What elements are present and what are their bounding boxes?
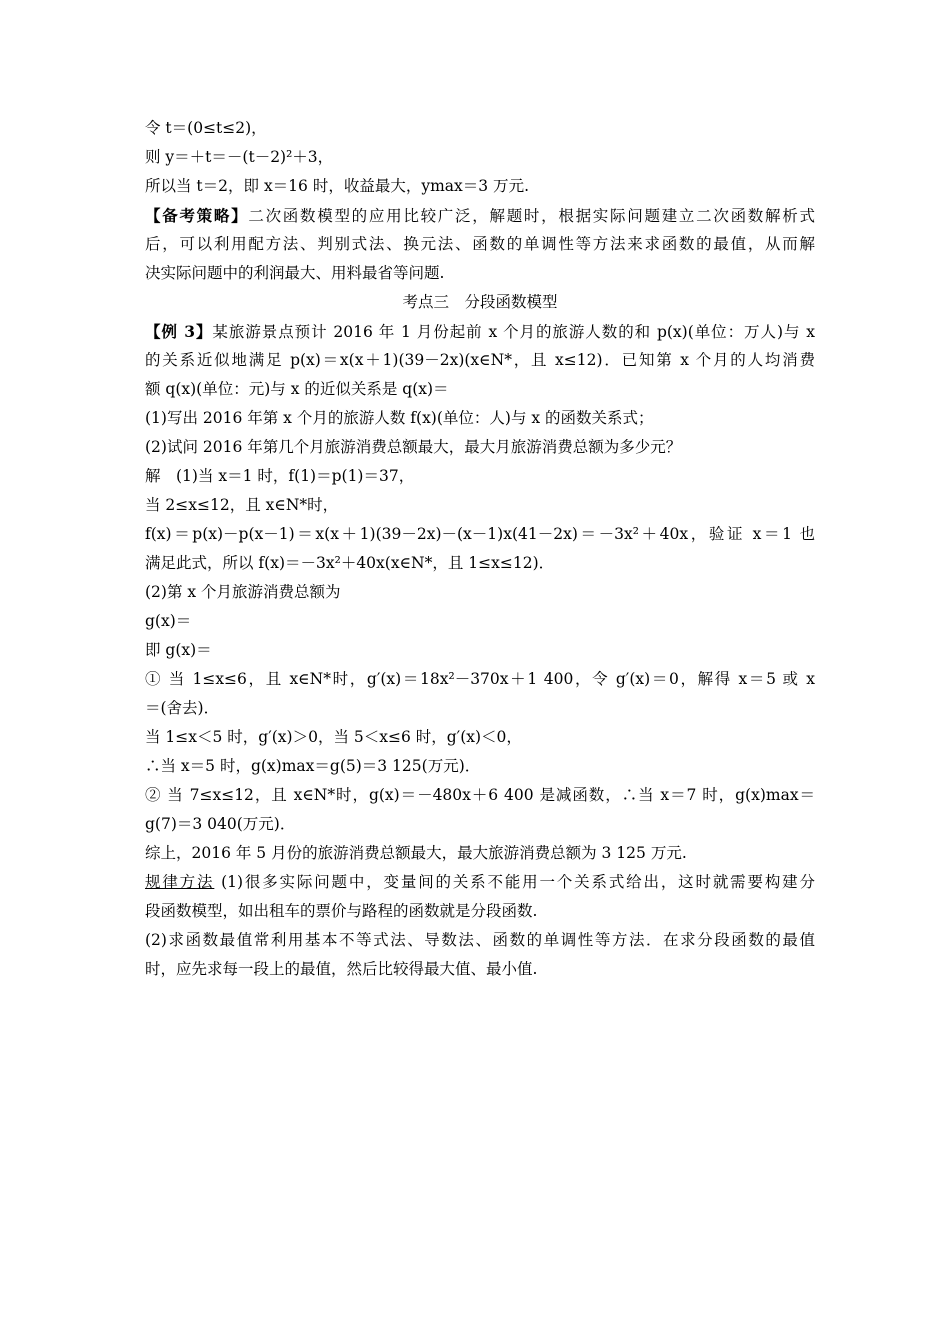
text-line: (2)求函数最值常利用基本不等式法、导数法、函数的单调性等方法．在求分段函数的最值: [145, 931, 815, 949]
text-line: (2)试问 2016 年第几个月旅游消费总额最大，最大月旅游消费总额为多少元？: [145, 438, 682, 456]
document-page: [145, 114, 815, 984]
text-line: 满足此式，所以 f(x)＝－3x²＋40x(x∈N*，且 1≤x≤12)．: [145, 554, 555, 572]
text-line: g(x)＝: [145, 612, 192, 630]
text-line: (1)写出 2016 年第 x 个月的旅游人数 f(x)(单位：人)与 x 的函数关系式；: [145, 409, 654, 427]
text-line: 额 q(x)(单位：元)与 x 的近似关系是 q(x)＝: [145, 380, 449, 398]
text-line: g(7)＝3 040(万元)．: [145, 815, 296, 833]
example-paragraph: [145, 317, 815, 346]
section-heading: 考点三 分段函数模型: [402, 293, 558, 311]
text-line: ② 当 7≤x≤12，且 x∈N*时，g(x)＝－480x＋6 400 是减函数，∴当 x＝7 时，g(x)max＝: [145, 786, 815, 804]
strategy-paragraph: [145, 201, 815, 230]
text-line: 后，可以利用配方法、判别式法、换元法、函数的单调性等方法来求函数的最值，从而解: [145, 235, 815, 253]
text-line: ∴当 x＝5 时，g(x)max＝g(5)＝3 125(万元)．: [145, 757, 481, 775]
text-line: 即 g(x)＝: [145, 641, 212, 659]
method-label: 规律方法: [145, 873, 215, 891]
text-line: 令 t＝(0≤t≤2)，: [145, 119, 267, 137]
text-line: 二次函数模型的应用比较广泛，解题时，根据实际问题建立二次函数解析式: [248, 207, 815, 225]
text-line: 当 1≤x＜5 时，g′(x)＞0，当 5＜x≤6 时，g′(x)＜0，: [145, 728, 522, 746]
text-line: f(x)＝p(x)－p(x－1)＝x(x＋1)(39－2x)－(x－1)x(41－2x)＝－3x²＋40x，验证 x＝1 也: [145, 525, 815, 543]
text-line: 综上，2016 年 5 月份的旅游消费总额最大，最大旅游消费总额为 3 125 万元.: [145, 844, 687, 862]
text-line: (1)很多实际问题中，变量间的关系不能用一个关系式给出，这时就需要构建分: [221, 873, 815, 891]
text-line: 则 y＝＋t＝－(t－2)²＋3，: [145, 148, 334, 166]
text-line: 当 2≤x≤12，且 x∈N*时，: [145, 496, 339, 514]
text-line: ① 当 1≤x≤6，且 x∈N*时，g′(x)＝18x²－370x＋1 400，令 g′(x)＝0，解得 x＝5 或 x: [145, 670, 815, 688]
text-line: 决实际问题中的利润最大、用料最省等问题.: [145, 264, 445, 282]
text-line: 的关系近似地满足 p(x)＝x(x＋1)(39－2x)(x∈N*，且 x≤12)．已知第 x 个月的人均消费: [145, 351, 815, 369]
text-line: ＝(舍去)．: [145, 699, 220, 717]
text-line: 所以当 t＝2，即 x＝16 时，收益最大，ymax＝3 万元.: [145, 177, 529, 195]
strategy-label: 【备考策略】: [145, 206, 249, 225]
text-line: (2)第 x 个月旅游消费总额为: [145, 583, 341, 601]
example-label: 【例 3】: [145, 322, 213, 341]
method-paragraph: [145, 868, 815, 897]
text-line: 解 (1)当 x＝1 时，f(1)＝p(1)＝37，: [145, 467, 415, 485]
text-line: 段函数模型，如出租车的票价与路程的函数就是分段函数.: [145, 902, 538, 920]
text-line: 某旅游景点预计 2016 年 1 月份起前 x 个月的旅游人数的和 p(x)(单位：万人)与 x: [212, 323, 816, 341]
text-line: 时，应先求每一段上的最值，然后比较得最大值、最小值.: [145, 960, 538, 978]
